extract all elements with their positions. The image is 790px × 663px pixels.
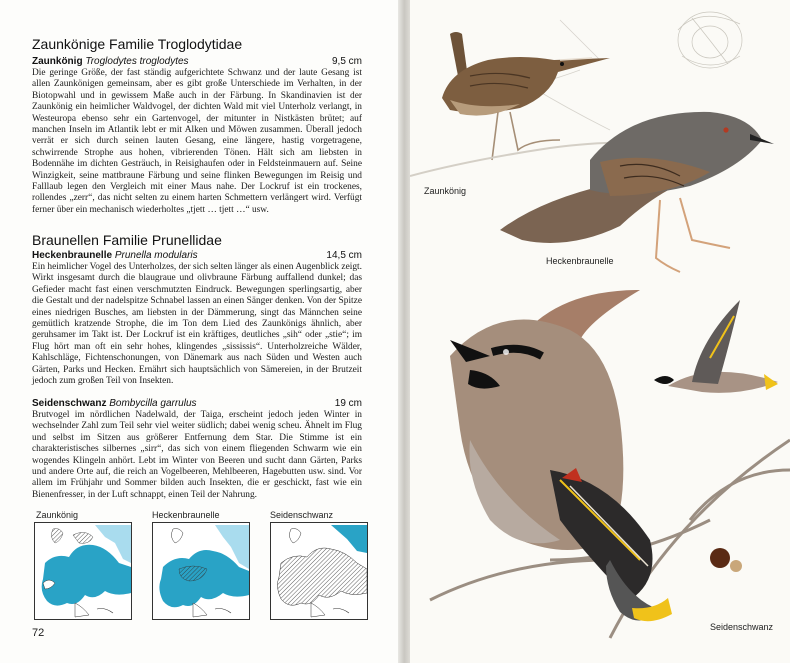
map-caption-seidenschwanz: Seidenschwanz: [270, 510, 334, 520]
range-map-drawing: [271, 523, 367, 619]
page-number: 72: [32, 627, 45, 639]
species-latin: Prunella modularis: [114, 250, 198, 261]
waxwing-perched-illustration: [450, 290, 672, 621]
range-map-heckenbraunelle: [152, 522, 250, 620]
species-heading-heckenbraunelle: [32, 250, 362, 261]
species-name: Heckenbraunelle: [32, 250, 113, 261]
species-name: Zaunkönig: [32, 56, 83, 67]
species-text-zaunkoenig: Die geringe Größe, der fast ständig aufgerichtete Schwanz und der laute Gesang ist allen Zaunkönigen gemeinsam, aber es gibt große Unterschiede im Verhalten, in der Biotopwahl und in gewissem Maße auch in der Färbung. In Skandinavien ist der Zaunkönig ein heimlicher Waldvogel, der dichten Wald mit viel Unterholz verlangt, in Westeuropa ebenso sehr ein Gartenvogel, der mitunter in Nistkästen brütet; auf manchen Inseln im Atlantik lebt er mit Alken und Möwen zusammen. Überall jedoch verrät er sich durch seinen lauten Gesang, eine längere, hastig vorgetragene, schwirrende Strophe aus hohen, vibrierenden Tönen. Hält sich am liebsten in Bodennähe im dichten Gesträuch, in Reisighaufen oder in Feldsteinmauern auf. Seine Winzigkeit, seine mattbraune Färbung und seine flinken Bewegungen im Reisig und Falllaub legen den Vergleich mit einer Maus nahe. Der Lockruf ist ein trockenes, rollendes „zerr“, das nicht selten zu einem harten Schmettern verlängert wird. Verfügt ferner über ein mechanisch wiederholtes „tjett … tjett …“ usw.: [32, 68, 362, 215]
map-caption-zaunkoenig: Zaunkönig: [36, 510, 79, 520]
species-heading-seidenschwanz: [32, 398, 362, 409]
dunnock-illustration: [500, 112, 774, 272]
nest-sketch: [678, 12, 742, 68]
berry: [730, 560, 742, 572]
species-size: 14,5 cm: [326, 250, 362, 261]
range-map-zaunkoenig: [34, 522, 132, 620]
waxwing-flying-illustration: [654, 300, 778, 393]
family-heading-prunellidae: Braunellen Familie Prunellidae: [32, 232, 222, 248]
label-heckenbraunelle: Heckenbraunelle: [546, 256, 614, 266]
species-latin: Bombycilla garrulus: [109, 398, 197, 409]
berry: [710, 548, 730, 568]
label-seidenschwanz: Seidenschwanz: [710, 622, 774, 632]
species-latin: Troglodytes troglodytes: [85, 56, 189, 67]
right-page-illustrations: [410, 0, 790, 663]
range-map-drawing: [35, 523, 131, 619]
range-map-seidenschwanz: [270, 522, 368, 620]
label-zaunkoenig: Zaunkönig: [424, 186, 467, 196]
species-text-heckenbraunelle: Ein heimlicher Vogel des Unterholzes, der sich selten länger als einen Augenblick zeigt. Wirkt insgesamt durch die blaugraue und olivbraune Färbung auffallend dunkel; das Gefieder macht fast einen verschmutzten Eindruck. Bewegungen sperlingsartig, aber die Gestalt und der nadelspitze Schnabel lassen an einen Sänger denken. Von der Spitze eines niedrigen Busches, am liebsten in der Dämmerung, singt das Männchen seine gemütlich kratzende Strophe, die im Ton dem Lied des Zaunkönigs ähnlich, aber geruhsamer im Takt ist. Der Lockruf ist ein kräftiges, deutliches „sih“ oder „stie“; im Flug hört man oft ein sehr hohes, klingendes „sississis“. Unterholzreiche Wälder, Kahlschläge, Fichtenschonungen, von Dänemark aus nach Süden und Westen auch Gärten, Parks und Hecken. Ernährt sich hauptsächlich von Sämereien, in der Brutzeit jedoch zum großen Teil von Insekten.: [32, 262, 362, 387]
species-heading-zaunkoenig: [32, 56, 362, 67]
species-size: 19 cm: [334, 398, 362, 409]
range-map-drawing: [153, 523, 249, 619]
map-caption-heckenbraunelle: Heckenbraunelle: [152, 510, 220, 520]
species-name: Seidenschwanz: [32, 398, 107, 409]
species-size: 9,5 cm: [331, 56, 362, 67]
species-text-seidenschwanz: Brutvogel im nördlichen Nadelwald, der Taiga, erscheint jedoch jeden Winter in wechselnder Zahl zum Teil sehr viel weiter südlich; dabei wenig scheu. Ähnelt im Flug und selbst im Sitzen aus größerer Entfernung dem Star. Die Stimme ist ein charakteristisches silbernes „sirr“, das sich von einem fliegenden Schwarm wie ein wogendes Klingeln anhört. Lebt im Winter von Beeren und sucht dann Gärten, Parks und andere Orte auf, die reich an Vogelbeeren, Mehlbeeren, Hagebutten usw. sind. Vor allem im Frühjahr und Sommer bilden auch Insekten, die er geschickt, fast wie ein Bienenfresser, in der Luft schnappt, einen Teil der Nahrung.: [32, 410, 362, 500]
family-heading-troglodytidae: Zaunkönige Familie Troglodytidae: [32, 36, 243, 52]
bird-illustration-plate: [410, 0, 790, 663]
